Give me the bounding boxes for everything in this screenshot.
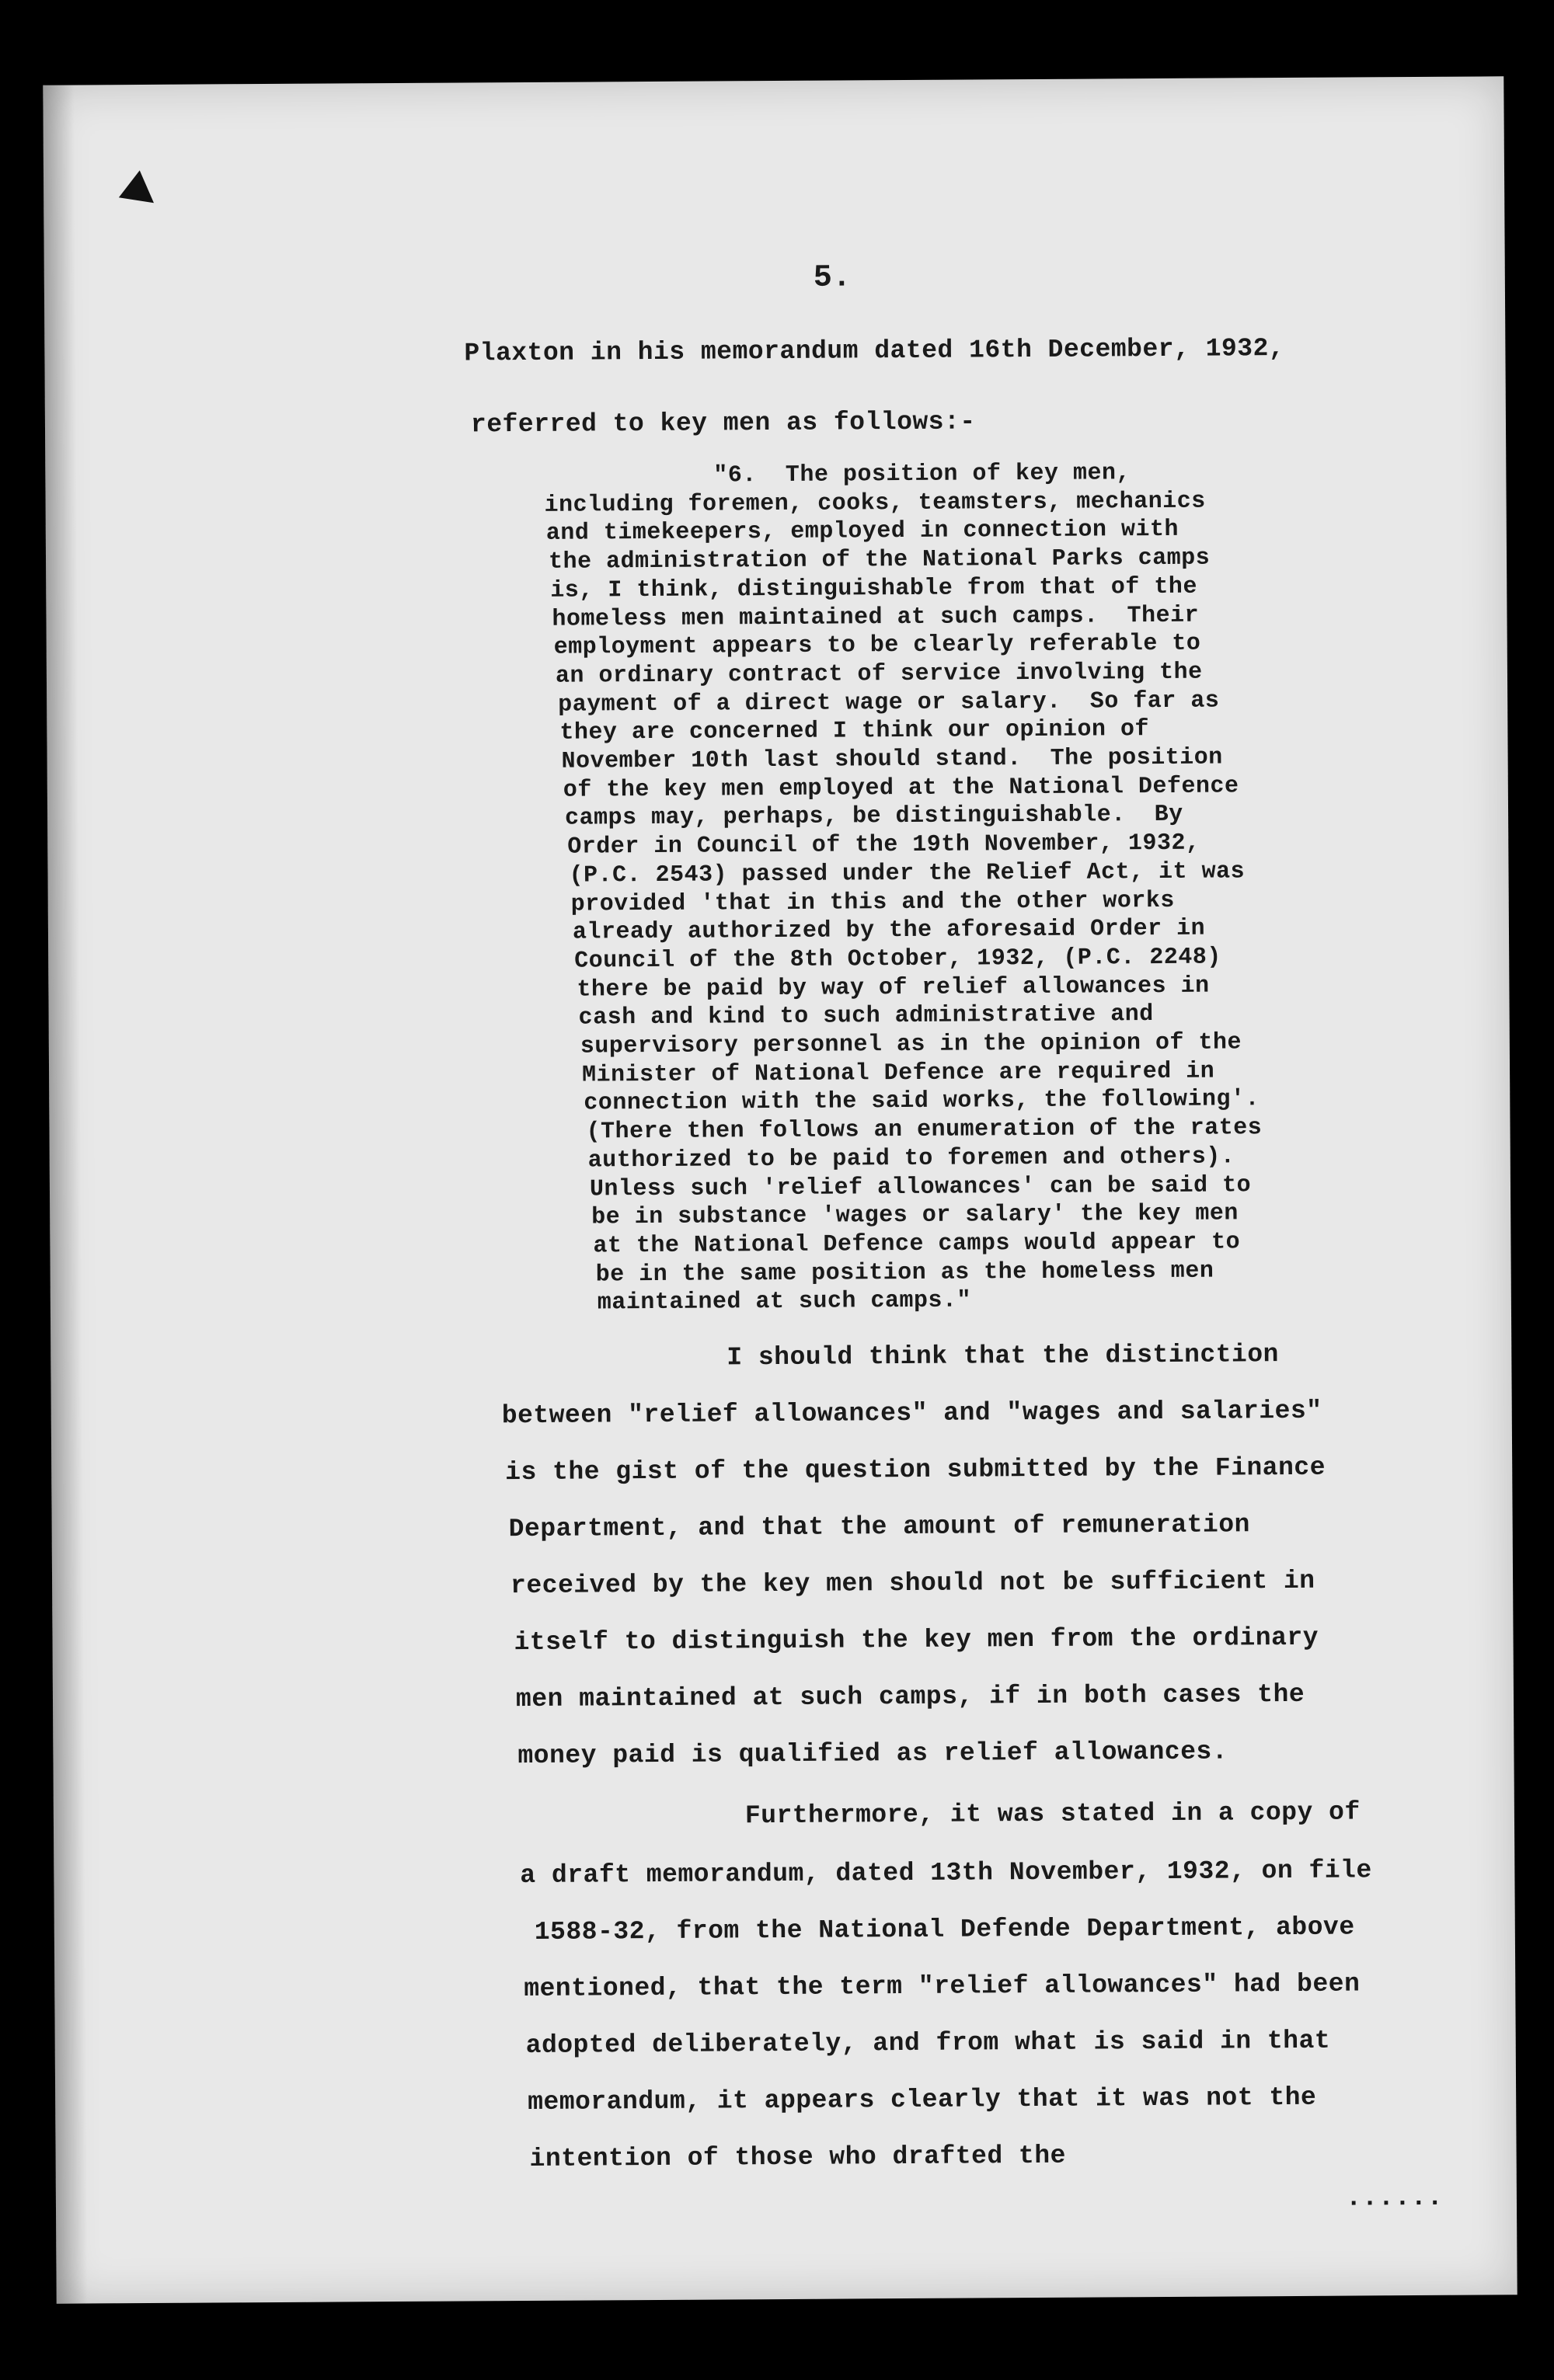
paragraph-line: Furthermore, it was stated in a copy of: [744, 1797, 1361, 1831]
quote-line: an ordinary contract of service involving the: [555, 659, 1203, 690]
paragraph-line: 1588-32, from the National Defende Department, above: [534, 1912, 1355, 1947]
paragraph-line: received by the key men should not be sufficient in: [510, 1566, 1315, 1601]
paragraph-line: memorandum, it appears clearly that it was not the: [528, 2082, 1317, 2117]
paragraph-line: I should think that the distinction: [726, 1340, 1280, 1373]
intro-line: referred to key men as follows:-: [470, 407, 976, 440]
paragraph-line: mentioned, that the term "relief allowances" had been: [524, 1969, 1361, 2004]
quote-line: (There then follows an enumeration of the rates: [586, 1115, 1263, 1146]
paragraph-line: is the gist of the question submitted by the Finance: [505, 1453, 1326, 1488]
quote-line: is, I think, distinguishable from that of the: [550, 573, 1198, 604]
paragraph-line: between "relief allowances" and "wages and salaries": [501, 1396, 1322, 1431]
quote-line: connection with the said works, the following'.: [584, 1086, 1260, 1117]
quote-line: maintained at such camps.": [597, 1287, 972, 1317]
quote-line: of the key men employed at the National Defence: [563, 773, 1239, 804]
quote-line: "6. The position of key men,: [713, 460, 1131, 489]
quote-line: the administration of the National Parks camps: [548, 545, 1211, 576]
intro-line: Plaxton in his memorandum dated 16th December, 1932,: [464, 334, 1285, 368]
arrow-marker-icon: [119, 170, 165, 216]
quote-line: cash and kind to such administrative and: [578, 1001, 1154, 1032]
quote-line: they are concerned I think our opinion of: [559, 716, 1150, 746]
quote-line: November 10th last should stand. The position: [561, 744, 1223, 775]
quote-line: Minister of National Defence are required in: [581, 1058, 1215, 1089]
quote-line: supervisory personnel as in the opinion of the: [580, 1029, 1242, 1060]
continuation-mark: ......: [1345, 2183, 1444, 2214]
paragraph-line: Department, and that the amount of remuneration: [508, 1510, 1251, 1544]
quote-line: homeless men maintained at such camps. Their: [552, 602, 1200, 633]
paragraph-line: adopted deliberately, and from what is said in that: [525, 2026, 1331, 2061]
quote-line: payment of a direct wage or salary. So far as: [558, 687, 1220, 719]
quote-line: Council of the 8th October, 1932, (P.C. 2248): [574, 944, 1221, 975]
page-number: 5.: [813, 260, 852, 296]
quote-line: (P.C. 2543) passed under the Relief Act, it was: [569, 858, 1246, 889]
quote-line: at the National Defence camps would appear to: [593, 1229, 1241, 1260]
page-edge-shadow: [43, 85, 87, 2304]
quote-line: there be paid by way of relief allowances in: [577, 973, 1210, 1004]
quote-line: and timekeepers, employed in connection with: [545, 516, 1179, 547]
quote-line: Unless such 'relief allowances' can be said to: [589, 1172, 1252, 1203]
quote-line: provided 'that in this and the other works: [570, 887, 1175, 918]
quote-line: authorized to be paid to foremen and others).: [587, 1143, 1235, 1174]
quote-line: be in the same position as the homeless men: [595, 1258, 1214, 1289]
paragraph-line: money paid is qualified as relief allowances.: [517, 1737, 1228, 1771]
quote-line: already authorized by the aforesaid Order in: [572, 915, 1206, 946]
paragraph-line: intention of those who drafted the: [529, 2141, 1067, 2173]
quote-line: Order in Council of the 19th November, 1932,: [567, 830, 1200, 861]
quote-line: employment appears to be clearly referable to: [553, 630, 1201, 661]
quote-line: be in substance 'wages or salary' the key men: [591, 1200, 1239, 1231]
paragraph-line: men maintained at such camps, if in both cases the: [515, 1679, 1305, 1714]
paragraph-line: itself to distinguish the key men from the ordinary: [514, 1623, 1319, 1658]
paragraph-line: a draft memorandum, dated 13th November, 1932, on file: [520, 1856, 1372, 1891]
document-page: [43, 76, 1517, 2303]
quote-line: including foremen, cooks, teamsters, mechanics: [544, 488, 1206, 519]
quote-line: camps may, perhaps, be distinguishable. By: [564, 801, 1183, 832]
